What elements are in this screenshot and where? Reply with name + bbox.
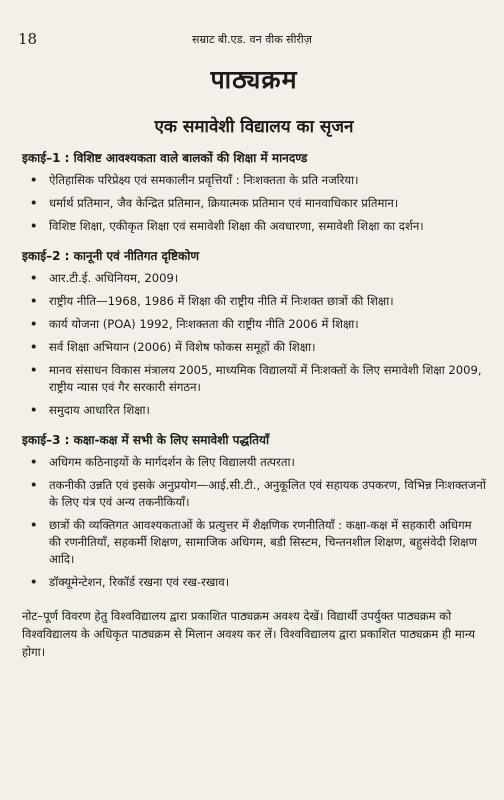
list-item: • सर्व शिक्षा अभियान (2006) में विशेष फोकस समूहों की शिक्षा।: [30, 340, 316, 354]
bullet-icon: •: [30, 317, 38, 331]
bullet-icon: •: [30, 478, 38, 492]
bullet-icon: •: [30, 219, 38, 233]
list-item: • राष्ट्रीय नीति—1968, 1986 में शिक्षा की राष्ट्रीय नीति में निःशक्त छात्रों की शिक्षा।: [30, 294, 394, 308]
unit-heading: इकाई–2 : कानूनी एवं नीतिगत दृष्टिकोण: [22, 249, 200, 263]
list-item: • ऐतिहासिक परिप्रेक्ष्य एवं समकालीन प्रवृत्तियाँ : निःशक्तता के प्रति नजरिया।: [30, 173, 359, 187]
list-item: • विशिष्ट शिक्षा, एकीकृत शिक्षा एवं समावेशी शिक्षा की अवधारणा, समावेशी शिक्षा का दर्शन।: [30, 219, 424, 233]
list-item: • तकनीकी उन्नति एवं इसके अनुप्रयोग—आई.सी.टी., अनुकूलित एवं सहायक उपकरण, विभिन्न निःशक्तजनों के लिए यंत्र एवं अन्य तकनीकियाँ।: [30, 478, 486, 509]
section-subtitle: एक समावेशी विद्यालय का सृजन: [154, 117, 354, 137]
running-header: सम्राट बी.एड. वन वीक सीरीज़: [192, 33, 312, 46]
unit-items: [22, 172, 486, 235]
list-item: • डॉक्यूमेन्टेशन, रिकॉर्ड रखना एवं रख-रखाव।: [30, 575, 230, 589]
bullet-icon: •: [30, 340, 38, 354]
bullet-icon: •: [30, 455, 38, 469]
bullet-icon: •: [30, 403, 38, 417]
unit-heading: इकाई–1 : विशिष्ट आवश्यकता वाले बालकों की शिक्षा में मानदण्ड: [22, 151, 308, 165]
list-item: • समुदाय आधारित शिक्षा।: [30, 403, 150, 417]
page-title: पाठ्यक्रम: [210, 65, 298, 94]
bullet-icon: •: [30, 271, 38, 285]
list-item: • अधिगम कठिनाइयों के मार्गदर्शन के लिए विद्यालयी तत्परता।: [30, 455, 295, 469]
list-item: • छात्रों की व्यक्तिगत आवश्यकताओं के प्रत्युत्तर में शैक्षणिक रणनीतियाँ : कक्षा-कक्ष में सहकारी अधिगम की रणनीतियाँ, सहकर्मी शिक्षण, सामाजिक अधिगम, बडी सिस्टम, चिन्तनशील शिक्षण, बहुसंवेदी शिक्षण आदि।: [30, 518, 477, 566]
unit-heading: इकाई–3 : कक्षा-कक्ष में सभी के लिए समावेशी पद्धतियाँ: [22, 433, 270, 447]
list-item: • धर्मार्थ प्रतिमान, जैव केन्द्रित प्रतिमान, क्रियात्मक प्रतिमान एवं मानवाधिकार प्रतिमान।: [30, 196, 399, 210]
bullet-icon: •: [30, 294, 38, 308]
bullet-icon: •: [30, 363, 38, 377]
unit-3: [22, 431, 486, 591]
list-item: • कार्य योजना (POA) 1992, निःशक्तता की राष्ट्रीय नीति 2006 में शिक्षा।: [30, 317, 359, 331]
footnote: नोट–पूर्ण विवरण हेतु विश्वविद्यालय द्वारा प्रकाशित पाठ्यक्रम अवश्य देखें। विद्यार्थी उपर्युक्त पाठ्यक्रम को विश्वविद्यालय के अधिकृत पाठ्यक्रम से मिलान अवश्य कर लें। विश्वविद्यालय द्वारा प्रकाशित पाठ्यक्रम ही मान्य होगा।: [22, 609, 475, 659]
bullet-icon: •: [30, 518, 38, 532]
unit-2: [22, 247, 486, 419]
bullet-icon: •: [30, 575, 38, 589]
unit-items: [22, 270, 486, 419]
bullet-icon: •: [30, 173, 38, 187]
page-number: 18: [18, 30, 38, 48]
list-item: • आर.टी.ई. अधिनियम, 2009।: [30, 271, 179, 285]
bullet-icon: •: [30, 196, 38, 210]
unit-1: [22, 149, 486, 235]
unit-items: [22, 454, 486, 591]
list-item: • मानव संसाधन विकास मंत्रालय 2005, माध्यमिक विद्यालयों में निःशक्तों के लिए समावेशी शिक्षा 2009, राष्ट्रीय न्यास एवं गैर सरकारी संगठन।: [30, 363, 482, 394]
